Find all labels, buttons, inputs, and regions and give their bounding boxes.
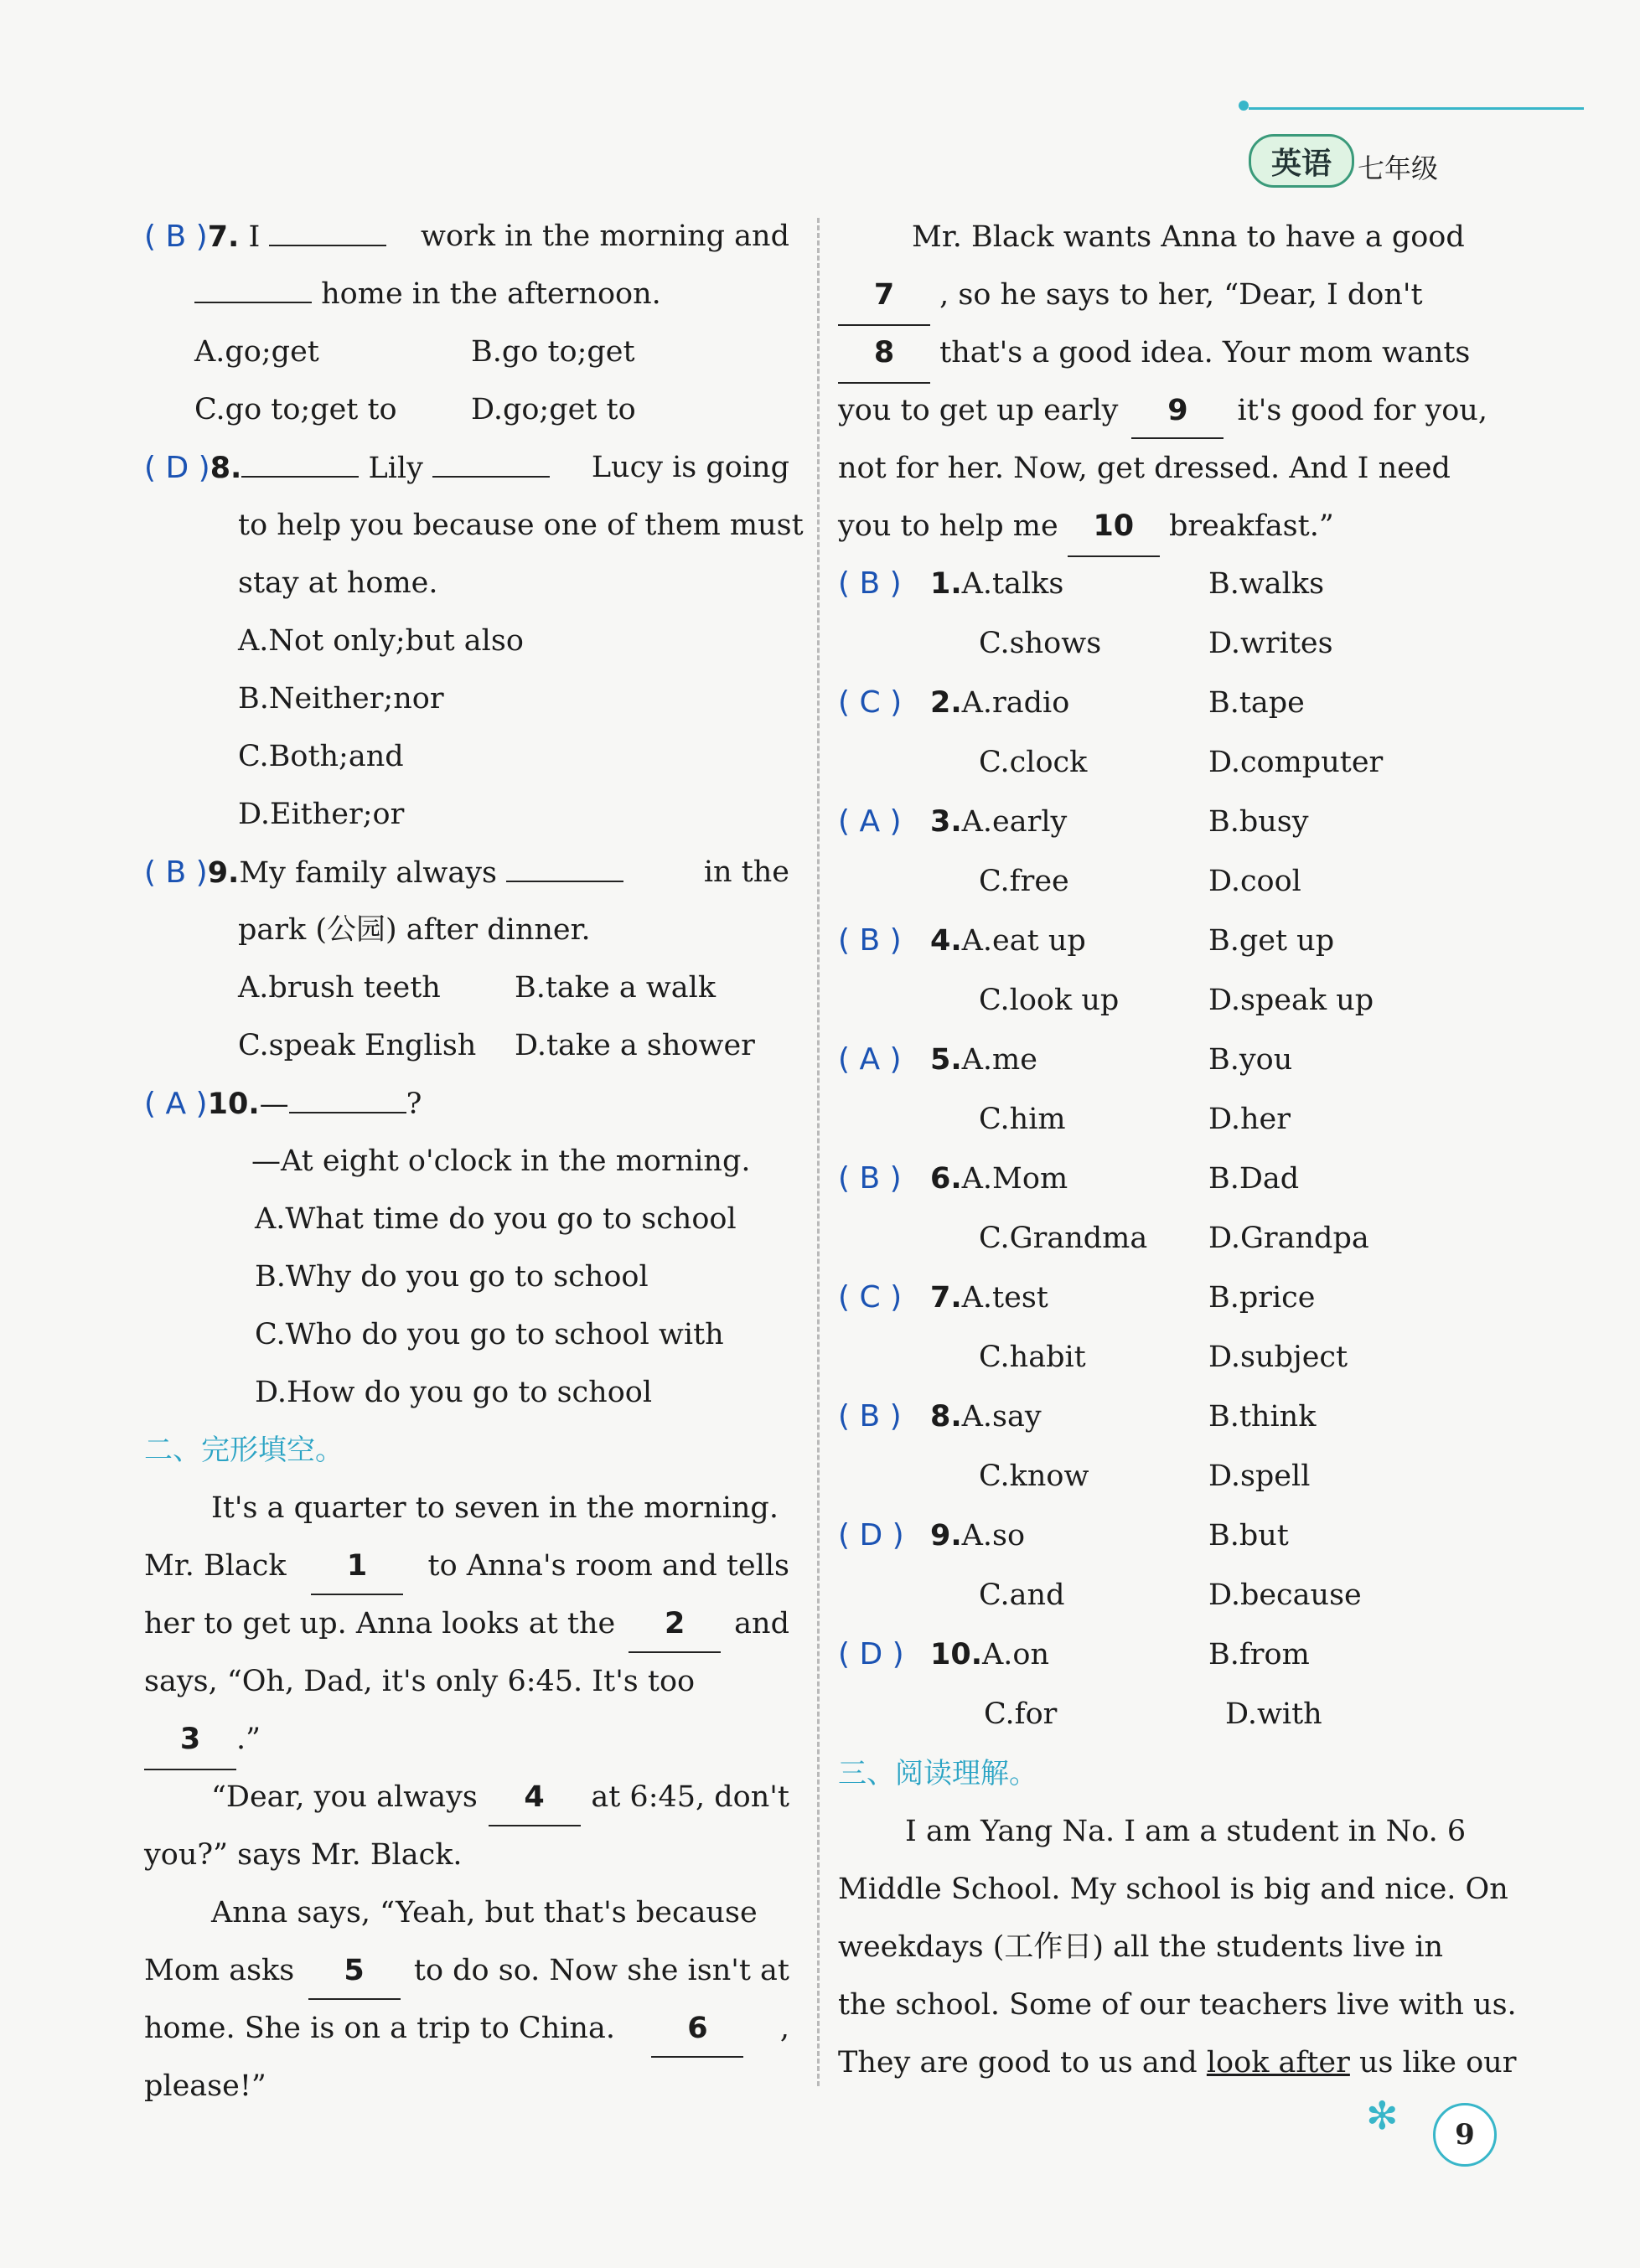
cloze-blank-6: 6: [651, 2000, 743, 2058]
cloze-option-row: C.for D.with: [984, 1697, 1322, 1731]
cloze-blank-7: 7: [838, 266, 930, 326]
section-heading-cloze: 二、完形填空。: [144, 1434, 344, 1467]
answer-label: ( A ): [838, 1042, 902, 1077]
options: C.speak English D.take a shower: [238, 1029, 755, 1062]
answer-label: ( B ): [838, 566, 902, 601]
cloze-option-row: ( A ) 3.A.early B.busy: [838, 804, 1309, 839]
cloze-blank-8: 8: [838, 323, 930, 384]
cloze-option-row: C.and D.because: [979, 1578, 1362, 1612]
question-7: ( B )7. I work in the morning and: [144, 208, 789, 266]
left-column: ( B )7. I work in the morning and home in the afternoon. A.go;get B.go to;get C.go to;get to D.go;get to ( D )8. Lily Lucy is going to help you because one of them must stay at home. A.Not only;but also B.Neither;nor C.Both;and D.Either;or ( B )9.My family always in the park (公园) after dinner. A.brush teeth B.take a walk C.speak English D.take a shower ( A )10.— ? —At eight o'clock in the morning. A.What time do you go to school B.Why do you go to school C.Who do you go to school with D.How do you go to school 二、完形填空。 It's a quarter to seven in the morning. Mr. Black 1 to Anna's room and tells her to get up. Anna looks at the 2 and says, “Oh, Dad, it's only 6:45. It's too 3 .” “Dear, you always 4 at 6:45, don't you?” says Mr. Black. Anna says, “Yeah, but that's because Mom asks 5 to do so. Now she isn't at home. She is on a trip to China. 6 , please!”: [144, 208, 789, 2116]
cloze-option-row: C.Grandma D.Grandpa: [979, 1222, 1369, 1255]
cloze-option-row: C.shows D.writes: [979, 627, 1333, 660]
question-10: ( A )10.— ?: [144, 1075, 789, 1133]
header-dot: [1239, 101, 1249, 111]
blank: [432, 447, 550, 478]
cloze-option-row: C.know D.spell: [979, 1459, 1311, 1493]
cloze-option-row: ( B ) 6.A.Mom B.Dad: [838, 1161, 1300, 1196]
cloze-blank-2: 2: [629, 1595, 721, 1653]
answer-label: ( B ): [838, 1161, 902, 1196]
cloze-option-row: ( B ) 8.A.say B.think: [838, 1399, 1317, 1434]
cloze-blank-9: 9: [1131, 381, 1224, 439]
options: C.go to;get to D.go;get to: [194, 393, 636, 426]
answer-label: ( B ): [838, 1399, 902, 1434]
blank: [241, 447, 359, 478]
answer-label: ( D ): [838, 1518, 904, 1552]
cloze-option-row: C.habit D.subject: [979, 1341, 1348, 1374]
answer-label: ( A ): [838, 804, 902, 839]
answer-label: ( D ): [838, 1637, 904, 1671]
cloze-blank-3: 3: [144, 1711, 236, 1770]
cloze-option-row: C.clock D.computer: [979, 746, 1384, 779]
answer-label: ( C ): [838, 1280, 903, 1315]
flower-icon: ✻: [1366, 2093, 1399, 2138]
answer-label: ( B ): [144, 220, 208, 254]
page-number: 9: [1433, 2103, 1497, 2167]
cloze-blank-1: 1: [311, 1537, 403, 1595]
question-8: ( D )8. Lily Lucy is going: [144, 439, 789, 497]
cloze-blank-10: 10: [1068, 497, 1160, 557]
right-column: Mr. Black wants Anna to have a good 7 , so he says to her, “Dear, I don't 8 that's a good idea. Your mom wants you to get up early 9 it's good for you, not for her. Now, get dressed. And I need you to help me 10 breakfast.” ( B ) 1.A.talks B.walks C.shows D.writes ( C ) 2.A.radio B.tape C.clock D.computer ( A ) 3.A.early B.busy C.free D.cool ( B ) 4.A.eat up B.get up C.look up D.speak up ( A ) 5.A.me B.you C.him D.her ( B ) 6.A.Mom B.Dad C.Grandma D.Grandpa ( C ) 7.A.test B.price C.habit D.subject ( B ) 8.A.say B.think C.know D.spell ( D ) 9.A.so B.but C.and D.because ( D ) 10.A.on B.from C.for D.with 三、阅读理解。 I am Yang Na. I am a student in No. 6 Middle School. My school is big and nice. On weekdays (工作日) all the students live in the school. Some of our teachers live with us. They are good to us and look after us like our: [838, 220, 1517, 2079]
blank: [194, 272, 312, 303]
answer-label: ( C ): [838, 685, 903, 720]
blank: [506, 851, 623, 882]
cloze-option-row: C.look up D.speak up: [979, 984, 1374, 1017]
answer-label: ( B ): [838, 923, 902, 958]
cloze-option-row: ( C ) 7.A.test B.price: [838, 1280, 1316, 1315]
subject-badge: 英语: [1249, 134, 1354, 188]
cloze-blank-5: 5: [308, 1942, 401, 2000]
question-9: ( B )9.My family always in the: [144, 844, 789, 902]
cloze-blank-4: 4: [489, 1769, 581, 1826]
answer-label: ( D ): [144, 451, 210, 485]
blank: [269, 215, 386, 246]
answer-label: ( A ): [144, 1087, 208, 1121]
options: A.brush teeth B.take a walk: [238, 971, 717, 1005]
answer-label: ( B ): [144, 855, 208, 890]
column-divider: [817, 218, 820, 2086]
cloze-option-row: ( B ) 1.A.talks B.walks: [838, 566, 1325, 601]
blank: [289, 1082, 406, 1113]
grade-label: 七年级: [1358, 152, 1439, 184]
header-line: [1249, 107, 1584, 110]
cloze-option-row: ( A ) 5.A.me B.you: [838, 1042, 1293, 1077]
cloze-option-row: ( B ) 4.A.eat up B.get up: [838, 923, 1335, 958]
cloze-answers: [838, 555, 1487, 1744]
cloze-option-row: ( D ) 10.A.on B.from: [838, 1637, 1310, 1671]
cloze-option-row: ( D ) 9.A.so B.but: [838, 1518, 1289, 1552]
section-heading-reading: 三、阅读理解。: [838, 1757, 1037, 1790]
cloze-option-row: C.free D.cool: [979, 865, 1301, 898]
options: A.go;get B.go to;get: [194, 335, 635, 369]
cloze-option-row: C.him D.her: [979, 1103, 1291, 1136]
cloze-option-row: ( C ) 2.A.radio B.tape: [838, 685, 1305, 720]
